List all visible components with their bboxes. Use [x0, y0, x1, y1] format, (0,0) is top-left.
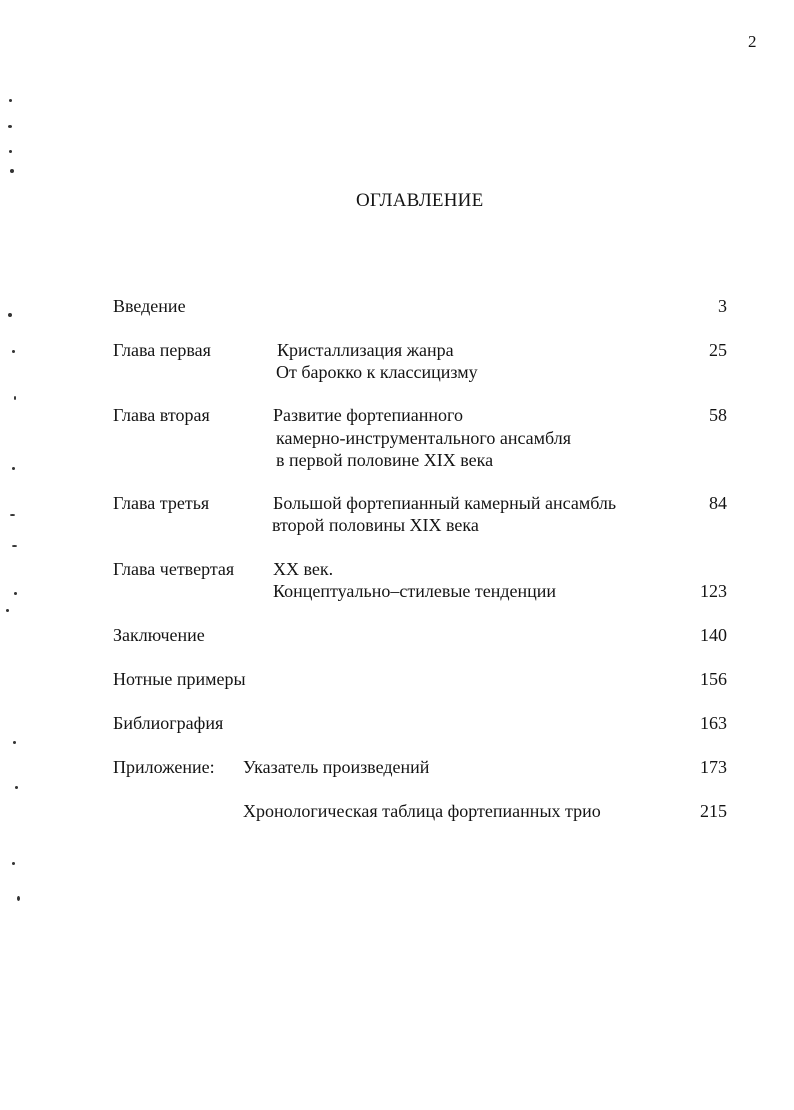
scan-speck: [9, 150, 12, 153]
toc-entry-line: Концептуально–стилевые тенденции: [273, 581, 557, 601]
toc-entry-line: Кристаллизация жанра: [277, 340, 454, 360]
toc-entry-page: 58: [709, 405, 727, 425]
toc-entry-page: 25: [709, 340, 727, 360]
toc-entry-label: Заключение: [113, 625, 205, 645]
toc-entry-page: 173: [700, 757, 727, 777]
toc-entry-label: Библиография: [113, 713, 224, 733]
toc-entry-page: 215: [700, 801, 727, 821]
toc-entry-page: 140: [700, 625, 727, 645]
scan-speck: [8, 125, 12, 128]
toc-entry-page: 123: [700, 581, 727, 601]
toc-entry-page: 84: [709, 493, 727, 513]
toc-entry-line: Указатель произведений: [243, 757, 430, 777]
scan-speck: [13, 741, 16, 744]
toc-entry-line: камерно-инструментального ансамбля: [276, 428, 572, 448]
scan-speck: [12, 350, 15, 353]
toc-entry-line: Хронологическая таблица фортепианных трио: [243, 801, 601, 821]
toc-entry-page: 163: [700, 713, 727, 733]
toc-entry-label: Глава четвертая: [113, 559, 235, 579]
toc-entry-line: в первой половине XIX века: [276, 450, 494, 470]
toc-entry-line: Большой фортепианный камерный ансамбль: [273, 493, 617, 513]
page-title: ОГЛАВЛЕНИЕ: [356, 190, 484, 211]
scan-speck: [12, 545, 17, 547]
scan-speck: [17, 896, 20, 901]
scan-speck: [15, 786, 18, 789]
scan-speck: [9, 99, 12, 102]
toc-entry-label: Приложение:: [113, 757, 215, 777]
toc-entry-label: Глава третья: [113, 493, 210, 513]
toc-entry-label: Введение: [113, 296, 186, 316]
scan-speck: [14, 396, 16, 400]
scan-speck: [10, 514, 15, 516]
toc-entry-label: Нотные примеры: [113, 669, 246, 689]
scan-speck: [8, 313, 12, 317]
toc-entry-label: Глава вторая: [113, 405, 210, 425]
toc-entry-line: XX век.: [273, 559, 334, 579]
scan-speck: [6, 609, 9, 612]
toc-entry-line: Развитие фортепианного: [273, 405, 463, 425]
scan-speck: [12, 862, 15, 865]
scan-speck: [10, 169, 14, 173]
scan-speck: [12, 467, 15, 470]
page-number: 2: [748, 32, 757, 51]
toc-entry-line: От барокко к классицизму: [276, 362, 478, 382]
toc-entry-page: 156: [700, 669, 727, 689]
toc-entry-line: второй половины XIX века: [272, 515, 479, 535]
scan-speck: [14, 592, 17, 595]
toc-entry-page: 3: [718, 296, 727, 316]
toc-entry-label: Глава первая: [113, 340, 211, 360]
